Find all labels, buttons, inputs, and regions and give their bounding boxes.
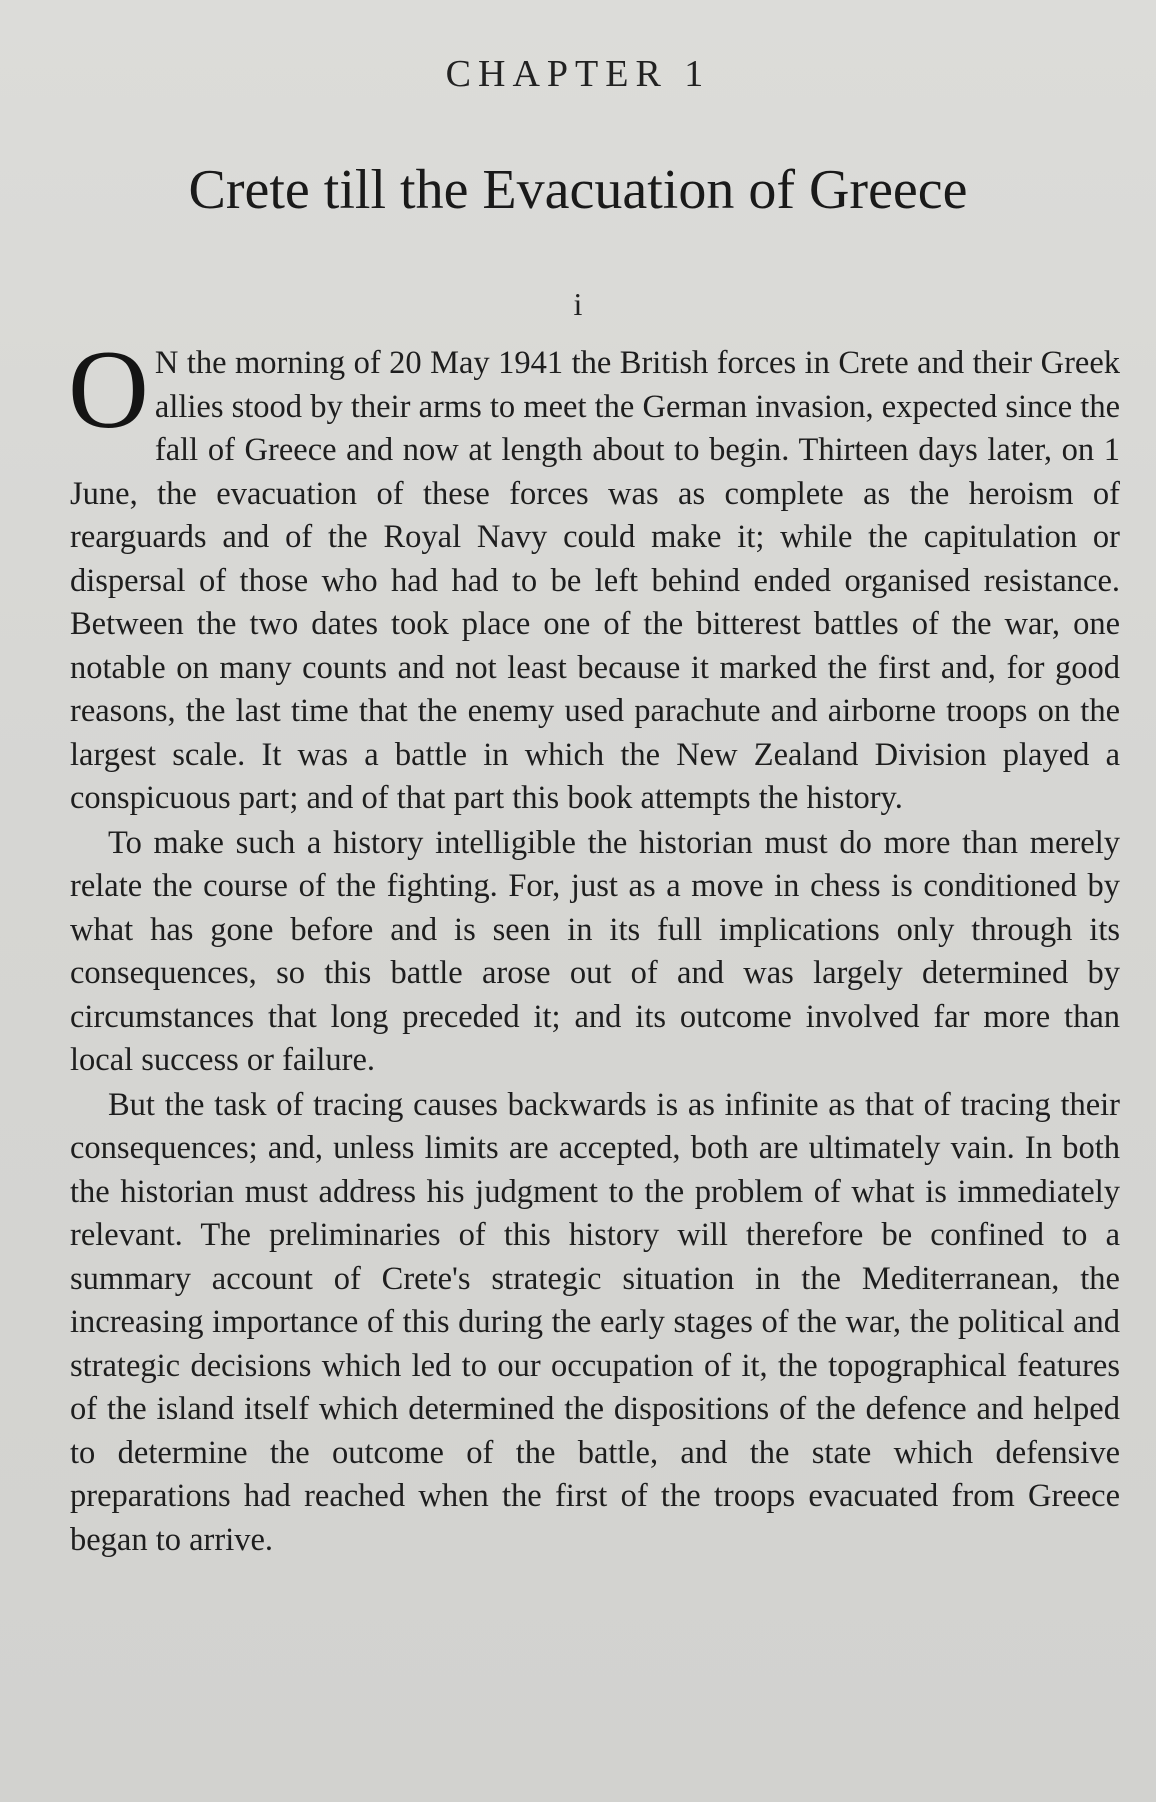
paragraph-3: But the task of tracing causes backwards is as infinite as that of tracing their consequences; and, unless limits are accepted, both are ultimately vain. In both the historian must address his judgment to the problem of what is immediately relevant. The preliminaries of this history will therefore be confined to a summary account of Crete's strategic situation in the Mediterranean, the increasing importance of this during the early stages of the war, the political and strategic decisions which led to our occupation of it, the topographical features of the island itself which determined the dispositions of the defence and helped to determine the outcome of the battle, and the state which defensive preparations had reached when the first of the troops evacuated from Greece began to arrive. [70,1086,1120,1558]
body-text [68,328,1120,1562]
drop-cap: O [68,328,149,452]
paragraph-1 [68,328,1120,821]
section-number: i [573,286,583,322]
paragraph-2: To make such a history intelligible the historian must do more than merely relate the course of the fighting. For, just as a move in chess is conditioned by what has gone before and is seen in its full implications only through its consequences, so this battle arose out of and was largely determined by circumstances that long preceded it; and its outcome involved far more than local success or failure. [70,824,1120,1078]
chapter-title: Crete till the Evacuation of Greece [188,159,968,221]
chapter-label: CHAPTER 1 [445,53,711,95]
paragraph-1-text: N the morning of 20 May 1941 the British forces in Crete and their Greek allies stood by their arms to meet the German invasion, expected since the fall of Greece and now at length about to begin. Thirteen days later, on 1 June, the evacuation of these forces was as complete as the heroism of rearguards and of the Royal Navy could make it; while the capitulation or dispersal of those who had had to be left behind ended organised resistance. Between the two dates took place one of the bitterest battles of the war, one notable on many counts and not least because it marked the first and, for good reasons, the last time that the enemy used parachute and airborne troops on the largest scale. It was a battle in which the New Zealand Division played a conspicuous part; and of that part this book attempts the history. [70,345,1120,816]
